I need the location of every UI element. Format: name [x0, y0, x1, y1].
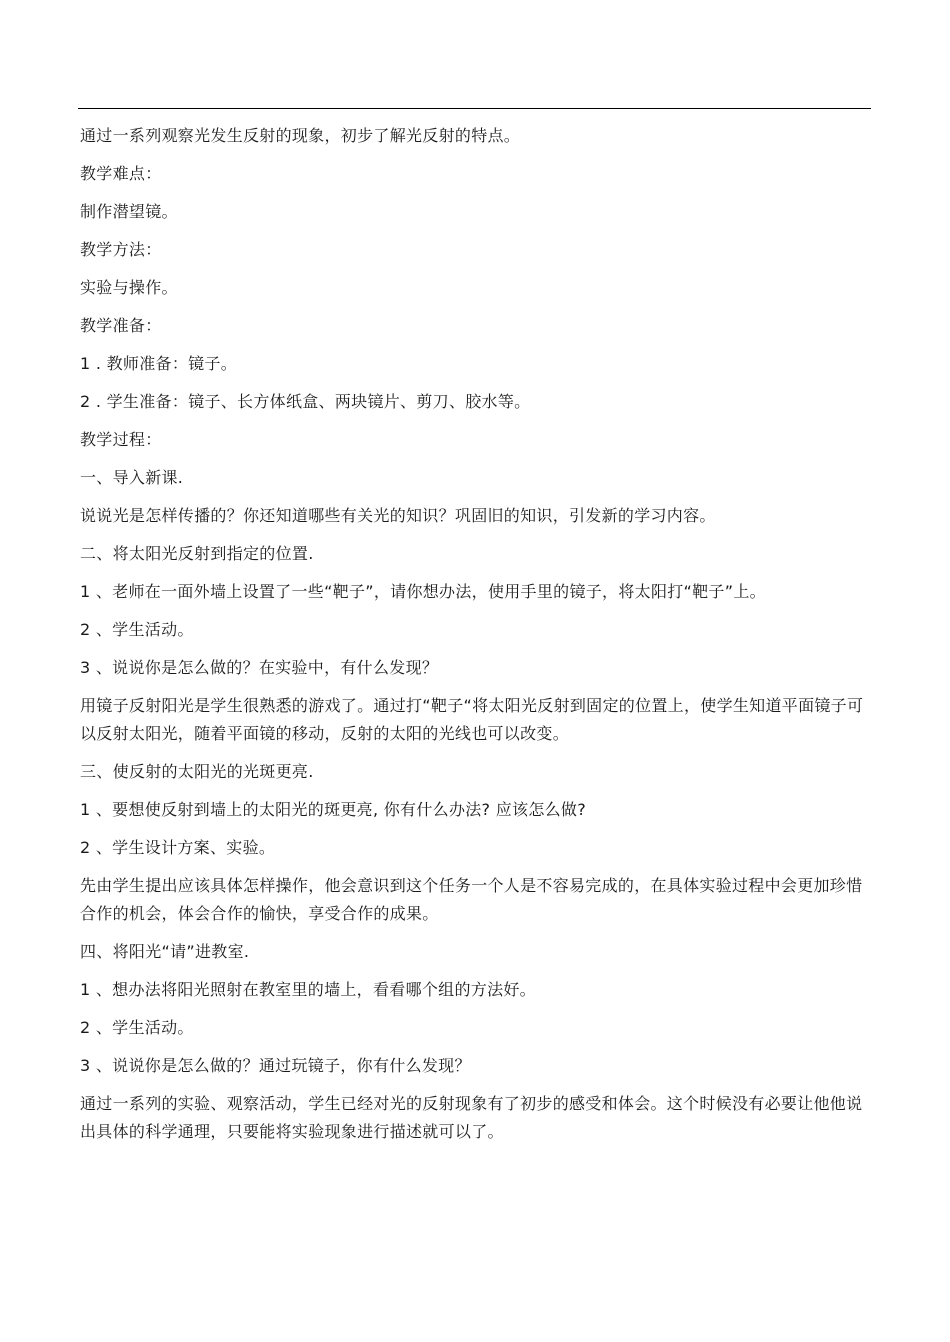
paragraph: 通过一系列的实验、观察活动，学生已经对光的反射现象有了初步的感受和体会。这个时候没有必要让他他说出具体的科学通理，只要能将实验现象进行描述就可以了。	[80, 1094, 863, 1141]
list-item: 1 、要想使反射到墙上的太阳光的斑更亮, 你有什么办法? 应该怎么做?	[80, 800, 587, 819]
section-heading: 教学准备：	[80, 316, 162, 335]
list-item: 2 、学生活动。	[80, 620, 194, 639]
section-heading: 二、将太阳光反射到指定的位置.	[80, 544, 314, 563]
paragraph: 先由学生提出应该具体怎样操作，他会意识到这个任务一个人是不容易完成的，在具体实验过程中会更加珍惜合作的机会，体会合作的愉快，享受合作的成果。	[80, 876, 863, 923]
list-item: 3 、说说你是怎么做的？在实验中，有什么发现？	[80, 658, 439, 677]
section-heading: 教学方法：	[80, 240, 162, 259]
section-heading: 四、将阳光“请”进教室.	[80, 942, 250, 961]
section-heading: 教学过程：	[80, 430, 162, 449]
section-heading: 教学难点：	[80, 164, 162, 183]
list-item: 2 、学生活动。	[80, 1018, 194, 1037]
paragraph: 用镜子反射阳光是学生很熟悉的游戏了。通过打“靶子“将太阳光反射到固定的位置上，使学生知道平面镜子可以反射太阳光，随着平面镜的移动，反射的太阳的光线也可以改变。	[80, 696, 864, 743]
list-item: 1 、想办法将阳光照射在教室里的墙上，看看哪个组的方法好。	[80, 980, 536, 999]
list-item: 2 、学生设计方案、实验。	[80, 838, 276, 857]
paragraph: 制作潜望镜。	[80, 202, 178, 221]
paragraph: 实验与操作。	[80, 278, 178, 297]
list-item: 3 、说说你是怎么做的？通过玩镜子，你有什么发现？	[80, 1056, 471, 1075]
list-item: 1 、老师在一面外墙上设置了一些“靶子”，请你想办法，使用手里的镜子，将太阳打“靶子”上。	[80, 582, 766, 601]
paragraph: 说说光是怎样传播的？你还知道哪些有关光的知识？巩固旧的知识，引发新的学习内容。	[80, 506, 716, 525]
list-item: 1 . 教师准备：镜子。	[80, 354, 238, 373]
section-heading: 一、导入新课.	[80, 468, 184, 487]
header-rule	[78, 108, 871, 109]
section-heading: 三、使反射的太阳光的光斑更亮.	[80, 762, 314, 781]
list-item: 2 . 学生准备：镜子、长方体纸盒、两块镜片、剪刀、胶水等。	[80, 392, 531, 411]
document-body	[80, 122, 873, 1156]
paragraph: 通过一系列观察光发生反射的现象，初步了解光反射的特点。	[80, 126, 521, 145]
